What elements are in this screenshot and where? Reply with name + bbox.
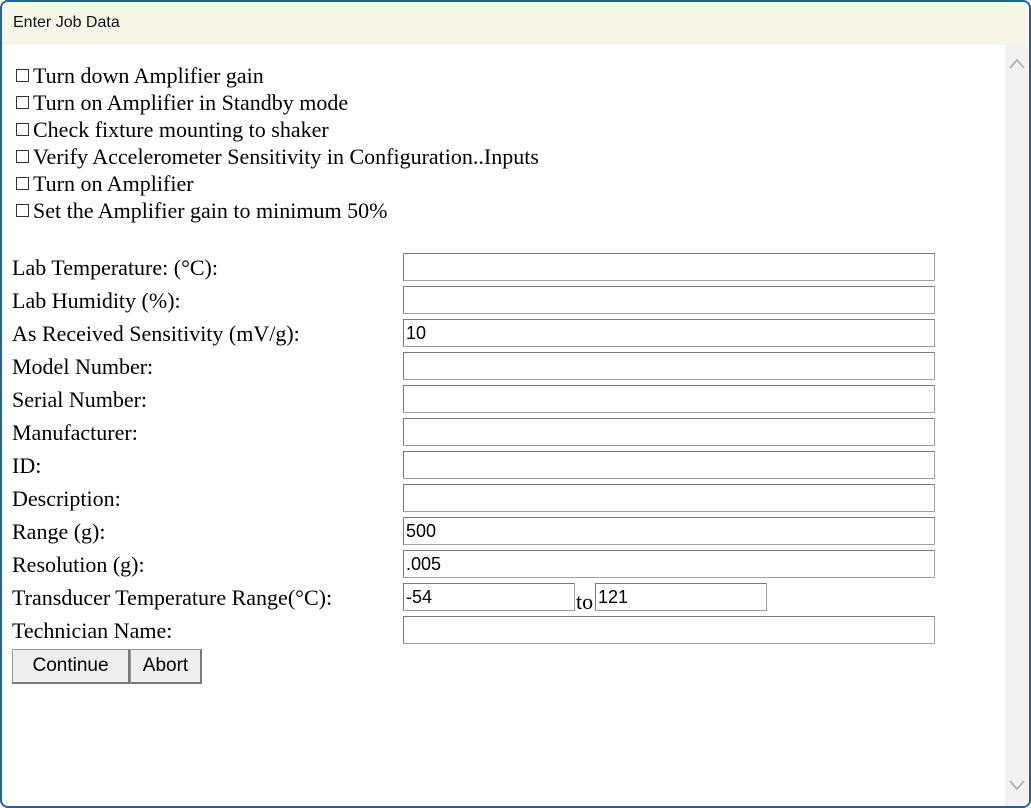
checklist-item[interactable]: Turn down Amplifier gain [16, 62, 539, 89]
lab-temperature-row [12, 251, 942, 284]
serial-number-label: Serial Number: [12, 387, 148, 412]
checklist-item[interactable]: Turn on Amplifier [16, 170, 539, 197]
technician-name-row [12, 614, 942, 647]
description-label: Description: [12, 486, 121, 511]
resolution-row [12, 548, 942, 581]
job-data-form [12, 251, 942, 647]
sensitivity-row [12, 317, 942, 350]
checklist-item[interactable]: Set the Amplifier gain to minimum 50% [16, 197, 539, 224]
manufacturer-label: Manufacturer: [12, 420, 138, 445]
temp-range-label: Transducer Temperature Range(°C): [12, 585, 333, 610]
range-label: Range (g): [12, 519, 106, 544]
checklist-item[interactable]: Turn on Amplifier in Standby mode [16, 89, 539, 116]
temp-range-max-input[interactable] [595, 583, 767, 611]
window-title: Enter Job Data [13, 14, 120, 31]
sensitivity-input[interactable] [403, 319, 935, 347]
checkbox[interactable] [16, 150, 29, 163]
resolution-label: Resolution (g): [12, 552, 145, 577]
description-row [12, 482, 942, 515]
temp-range-to-label: to [576, 589, 594, 614]
checkbox[interactable] [16, 96, 29, 109]
dialog-content [2, 45, 1005, 806]
range-input[interactable] [403, 517, 935, 545]
manufacturer-row [12, 416, 942, 449]
temp-range-min-input[interactable] [403, 583, 575, 611]
id-label: ID: [12, 453, 42, 478]
lab-humidity-row [12, 284, 942, 317]
vertical-scrollbar[interactable] [1005, 45, 1029, 806]
chevron-down-icon[interactable] [1008, 776, 1026, 794]
continue-button[interactable]: Continue [12, 649, 130, 684]
resolution-input[interactable] [403, 550, 935, 578]
id-row [12, 449, 942, 482]
checklist [16, 62, 539, 224]
checkbox[interactable] [16, 204, 29, 217]
technician-name-label: Technician Name: [12, 618, 173, 643]
temp-range-row [12, 581, 942, 614]
lab-humidity-input[interactable] [403, 286, 935, 314]
abort-button[interactable]: Abort [130, 649, 202, 684]
lab-humidity-label: Lab Humidity (%): [12, 288, 181, 313]
model-number-input[interactable] [403, 352, 935, 380]
title-bar [2, 2, 1029, 45]
lab-temperature-input[interactable] [403, 253, 935, 281]
model-number-label: Model Number: [12, 354, 154, 379]
description-input[interactable] [403, 484, 935, 512]
lab-temperature-label: Lab Temperature: (°C): [12, 255, 218, 280]
technician-name-input[interactable] [403, 616, 935, 644]
chevron-up-icon[interactable] [1008, 55, 1026, 73]
checklist-item[interactable]: Verify Accelerometer Sensitivity in Configuration..Inputs [16, 143, 539, 170]
range-row [12, 515, 942, 548]
model-number-row [12, 350, 942, 383]
checklist-item[interactable]: Check fixture mounting to shaker [16, 116, 539, 143]
checkbox[interactable] [16, 177, 29, 190]
checkbox[interactable] [16, 69, 29, 82]
serial-number-input[interactable] [403, 385, 935, 413]
manufacturer-input[interactable] [403, 418, 935, 446]
sensitivity-label: As Received Sensitivity (mV/g): [12, 321, 300, 346]
serial-number-row [12, 383, 942, 416]
id-input[interactable] [403, 451, 935, 479]
checkbox[interactable] [16, 123, 29, 136]
